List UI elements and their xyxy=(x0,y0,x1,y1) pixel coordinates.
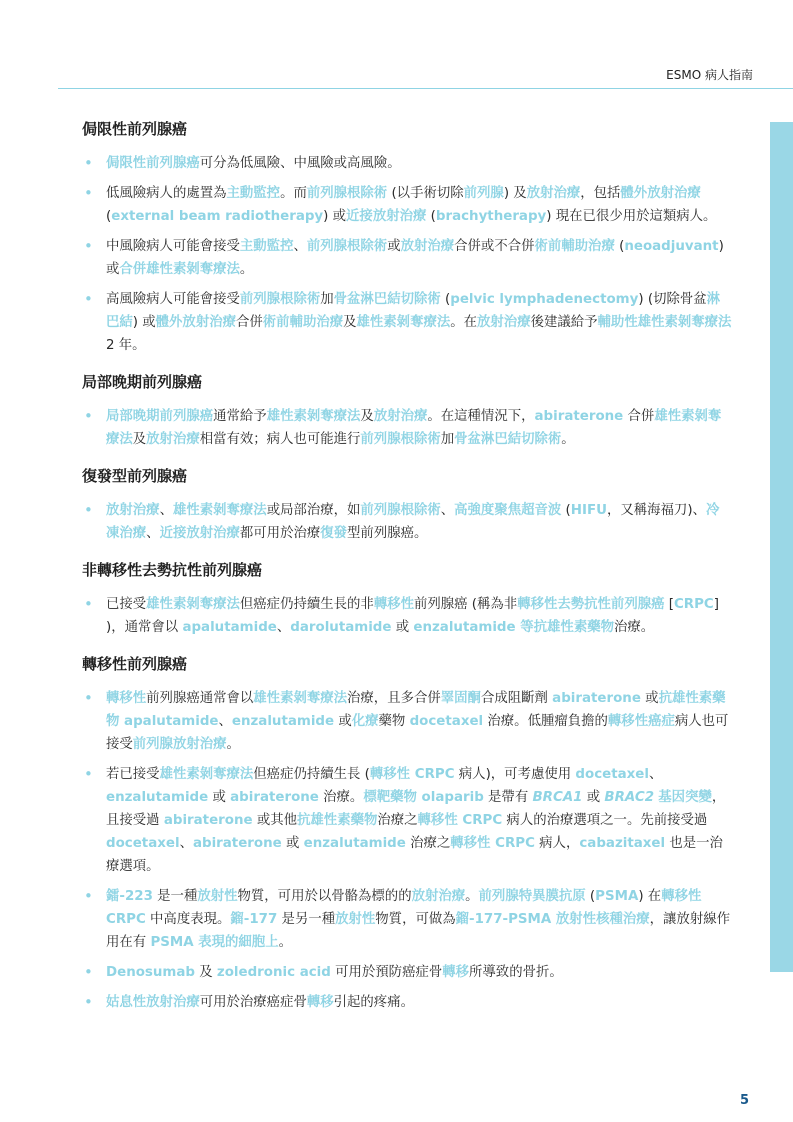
highlighted-term: 轉移性 CRPC xyxy=(106,889,702,927)
highlighted-term: 放射性 xyxy=(335,912,376,927)
text-run: 也是一治療選項。 xyxy=(106,836,723,874)
text-run: ) 在 xyxy=(638,889,662,904)
text-run: 、 xyxy=(276,620,291,635)
text-run: [ xyxy=(664,597,674,612)
highlighted-term: 體外放射治療 xyxy=(620,186,701,201)
text-run: 。 xyxy=(226,737,240,752)
highlighted-term: darolutamide xyxy=(290,620,392,635)
highlighted-term: 前列腺特異膜抗原 xyxy=(478,889,586,904)
text-run: 中風險病人可能會接受 xyxy=(106,239,240,254)
section-locally-advanced xyxy=(82,371,732,451)
highlighted-term: 術前輔助治療 xyxy=(262,315,344,330)
text-run: 。 xyxy=(239,262,254,277)
text-run: 可分為低風險、中風險或高風險。 xyxy=(199,156,401,171)
text-run: 型前列腺癌。 xyxy=(347,526,428,541)
text-run: 及 xyxy=(343,315,357,330)
text-run: 治療，且多合併 xyxy=(347,691,441,706)
bullet-item xyxy=(82,235,732,281)
text-run: 或 xyxy=(334,714,352,729)
section-heading: 轉移性前列腺癌 xyxy=(82,655,188,673)
text-run: 物質，可用於以骨骼為標的的 xyxy=(237,889,412,904)
highlighted-term: 雄性素剝奪療法 xyxy=(146,597,240,612)
text-run: ) (切除骨盆 xyxy=(638,292,707,307)
highlighted-term: 雄性素剝奪療法 xyxy=(253,691,348,706)
highlighted-term: abiraterone xyxy=(230,790,319,805)
section-nmcrpc xyxy=(82,559,732,639)
text-run: ( xyxy=(614,239,625,254)
text-run: 病人)，可考慮使用 xyxy=(454,767,576,782)
text-run: 、 xyxy=(146,526,160,541)
text-run: 、 xyxy=(159,503,173,518)
side-tab-marker xyxy=(770,122,793,972)
text-run: 。 xyxy=(561,432,575,447)
highlighted-term: 復發 xyxy=(320,526,348,541)
section-heading: 復發型前列腺癌 xyxy=(82,467,188,485)
text-run: 或 xyxy=(281,836,304,851)
highlighted-term: abiraterone xyxy=(192,836,282,851)
highlighted-term: pelvic lymphadenectomy xyxy=(450,292,639,307)
bullet-list xyxy=(82,499,732,545)
highlighted-term: BRAC2 xyxy=(604,790,655,805)
text-run: 、 xyxy=(648,767,663,782)
text-run: 中高度表現。 xyxy=(145,912,231,927)
main-content xyxy=(82,118,732,1028)
text-run: 都可用於治療 xyxy=(239,526,321,541)
highlighted-term: Denosumab xyxy=(106,965,196,980)
highlighted-term: 放射治療 xyxy=(373,409,428,424)
bullet-list xyxy=(82,405,732,451)
text-run: 或 xyxy=(391,620,414,635)
text-run: 。在這種情況下， xyxy=(427,409,535,424)
bullet-item xyxy=(82,991,732,1014)
text-run: ，又稱海福刀)、 xyxy=(606,503,706,518)
bullet-item xyxy=(82,288,732,357)
highlighted-term: 放射治療 xyxy=(526,186,581,201)
text-run: 或 xyxy=(387,239,401,254)
text-run: 或局部治療，如 xyxy=(266,503,361,518)
text-run: 及 xyxy=(195,965,217,980)
bullet-item xyxy=(82,152,732,175)
text-run: ) 及 xyxy=(503,186,527,201)
bullet-item xyxy=(82,961,732,984)
header-rule xyxy=(58,88,793,89)
highlighted-term: 術前輔助治療 xyxy=(534,239,615,254)
text-run: 引起的疼痛。 xyxy=(333,995,414,1010)
highlighted-term: 淋巴結 xyxy=(106,292,721,330)
bullet-list xyxy=(82,687,732,1014)
highlighted-term: 姑息性放射治療 xyxy=(106,995,200,1010)
text-run: 是一種 xyxy=(152,889,198,904)
highlighted-term: 前列腺根除術 xyxy=(360,503,441,518)
text-run: ，讓放射線作用在有 xyxy=(106,912,730,950)
text-run: 及 xyxy=(360,409,374,424)
text-run: 加 xyxy=(440,432,455,447)
text-run: 藥物 xyxy=(378,714,410,729)
text-run: ] )，通常會以 xyxy=(106,597,719,635)
text-run: 合併 xyxy=(623,409,655,424)
text-run: 或 xyxy=(582,790,605,805)
text-run: ，包括 xyxy=(580,186,621,201)
text-run: ，且接受過 xyxy=(106,790,726,828)
section-heading: 局部晚期前列腺癌 xyxy=(82,373,203,391)
text-run: 病人， xyxy=(534,836,580,851)
section-localized xyxy=(82,118,732,357)
highlighted-term: 鎦-177-PSMA 放射性核種治療 xyxy=(455,912,650,927)
highlighted-term: 轉移性 CRPC xyxy=(417,813,503,828)
text-run: 前列腺癌 (稱為非 xyxy=(413,597,518,612)
highlighted-term: 放射治療 xyxy=(411,889,466,904)
text-run: 治療之 xyxy=(405,836,451,851)
highlighted-term: BRCA1 xyxy=(532,790,583,805)
highlighted-term: 放射治療 xyxy=(477,315,531,330)
highlighted-term: 體外放射治療 xyxy=(155,315,236,330)
text-run: ) 或 xyxy=(106,239,724,277)
text-run: 病人也可接受 xyxy=(106,714,729,752)
section-recurrent xyxy=(82,465,732,545)
highlighted-term: 標靶藥物 olaparib xyxy=(363,790,484,805)
text-run: 治療。 xyxy=(614,620,655,635)
text-run: ( xyxy=(426,209,436,224)
highlighted-term: 雄性素剝奪療法 xyxy=(172,503,267,518)
highlighted-term: abiraterone xyxy=(163,813,253,828)
text-run: 。在 xyxy=(450,315,478,330)
highlighted-term: 雄性素剝奪療法 xyxy=(159,767,254,782)
text-run: ) 或 xyxy=(132,315,156,330)
text-run: 通常給予 xyxy=(213,409,267,424)
text-run: 高風險病人可能會接受 xyxy=(106,292,240,307)
highlighted-term: 前列腺根除術 xyxy=(306,239,388,254)
section-metastatic xyxy=(82,653,732,1014)
highlighted-term: docetaxel xyxy=(575,767,649,782)
highlighted-term: neoadjuvant xyxy=(624,239,719,254)
text-run: 加 xyxy=(320,292,334,307)
highlighted-term: 冷凍治療 xyxy=(106,503,720,541)
highlighted-term: docetaxel xyxy=(106,836,180,851)
highlighted-term: 雄性素剝奪療法 xyxy=(106,409,722,447)
text-run: 治療之 xyxy=(377,813,418,828)
text-run: 病人的治療選項之一。先前接受過 xyxy=(502,813,708,828)
highlighted-term: 近接放射治療 xyxy=(159,526,240,541)
highlighted-term: 前列腺 xyxy=(463,186,504,201)
highlighted-term: 雄性素剝奪療法 xyxy=(356,315,451,330)
highlighted-term: 鐳-223 xyxy=(106,889,153,904)
highlighted-term: 前列腺根除術 xyxy=(360,432,441,447)
highlighted-term: CRPC xyxy=(673,597,714,612)
text-run: 是帶有 xyxy=(483,790,533,805)
highlighted-term: 前列腺放射治療 xyxy=(132,737,227,752)
highlighted-term: 轉移性癌症 xyxy=(607,714,675,729)
text-run: 或 xyxy=(640,691,659,706)
text-run: 物質，可做為 xyxy=(375,912,456,927)
highlighted-term: 骨盆淋巴結切除術 xyxy=(333,292,441,307)
text-run: 前列腺癌通常會以 xyxy=(146,691,254,706)
highlighted-term: 前列腺根除術 xyxy=(239,292,321,307)
highlighted-term: 轉移性 xyxy=(106,691,147,706)
highlighted-term: 近接放射治療 xyxy=(346,209,427,224)
bullet-item xyxy=(82,687,732,756)
highlighted-term: enzalutamide xyxy=(231,714,335,729)
guide-header: ESMO 病人指南 xyxy=(666,68,753,82)
text-run: 但癌症仍持續生長 ( xyxy=(253,767,370,782)
text-run: 或其他 xyxy=(252,813,298,828)
bullet-item xyxy=(82,499,732,545)
highlighted-term: 骨盆淋巴結切除術 xyxy=(454,432,562,447)
highlighted-term: 轉移性去勢抗性前列腺癌 xyxy=(517,597,665,612)
highlighted-term: enzalutamide xyxy=(303,836,406,851)
highlighted-term: HIFU xyxy=(570,503,607,518)
text-run: 治療。 xyxy=(318,790,364,805)
highlighted-term: 轉移性 xyxy=(373,597,414,612)
text-run: ) 現在已很少用於這類病人。 xyxy=(546,209,717,224)
highlighted-term: apalutamide xyxy=(182,620,277,635)
highlighted-term: 輔助性雄性素剝奪療法 xyxy=(597,315,732,330)
text-run: 合成阻斷劑 xyxy=(480,691,553,706)
text-run: 。而 xyxy=(280,186,307,201)
bullet-item xyxy=(82,763,732,878)
text-run: 可用於治療癌症骨 xyxy=(199,995,307,1010)
highlighted-term: 放射治療 xyxy=(400,239,455,254)
highlighted-term: 放射性 xyxy=(197,889,238,904)
highlighted-term: 侷限性前列腺癌 xyxy=(106,156,200,171)
highlighted-term: docetaxel xyxy=(409,714,484,729)
highlighted-term: 基因突變 xyxy=(658,790,712,805)
highlighted-term: enzalutamide 等抗雄性素藥物 xyxy=(413,620,614,635)
bullet-list xyxy=(82,152,732,357)
highlighted-term: 高強度聚焦超音波 xyxy=(454,503,562,518)
text-run: ( xyxy=(440,292,451,307)
highlighted-term: 睪固酮 xyxy=(440,691,481,706)
highlighted-term: 鎦-177 xyxy=(230,912,278,927)
highlighted-term: 轉移性 CRPC xyxy=(450,836,535,851)
highlighted-term: PSMA xyxy=(595,889,639,904)
text-run: 相當有效；病人也可能進行 xyxy=(199,432,361,447)
highlighted-term: brachytherapy xyxy=(435,209,547,224)
text-run: 、 xyxy=(293,239,307,254)
highlighted-term: 轉移性 CRPC xyxy=(369,767,455,782)
text-run: ( xyxy=(585,889,596,904)
text-run: 可用於預防癌症骨 xyxy=(330,965,443,980)
highlighted-term: 轉移 xyxy=(306,995,334,1010)
bullet-item xyxy=(82,885,732,954)
highlighted-term: 雄性素剝奪療法 xyxy=(266,409,361,424)
text-run: 若已接受 xyxy=(106,767,160,782)
bullet-item xyxy=(82,405,732,451)
text-run: 所導致的骨折。 xyxy=(469,965,563,980)
bullet-item xyxy=(82,182,732,228)
text-run: 及 xyxy=(132,432,147,447)
text-run: ) 或 xyxy=(323,209,347,224)
bullet-list xyxy=(82,593,732,639)
text-run: 低風險病人的處置為 xyxy=(106,186,227,201)
page-number: 5 xyxy=(739,1093,749,1108)
highlighted-term: 轉移 xyxy=(442,965,470,980)
highlighted-term: 主動監控 xyxy=(239,239,294,254)
text-run: 但癌症仍持續生長的非 xyxy=(239,597,374,612)
highlighted-term: cabazitaxel xyxy=(579,836,666,851)
text-run: 是另一種 xyxy=(277,912,336,927)
highlighted-term: 主動監控 xyxy=(226,186,281,201)
text-run: 、 xyxy=(218,714,232,729)
text-run: 、 xyxy=(440,503,455,518)
highlighted-term: 抗雄性素藥物 apalutamide xyxy=(106,691,726,729)
bullet-item xyxy=(82,593,732,639)
text-run: 或 xyxy=(208,790,231,805)
highlighted-term: 抗雄性素藥物 xyxy=(297,813,378,828)
highlighted-term: 前列腺根除術 xyxy=(306,186,388,201)
highlighted-term: 合併雄性素剝奪療法 xyxy=(119,262,240,277)
highlighted-term: 化療 xyxy=(351,714,379,729)
text-run: 、 xyxy=(179,836,193,851)
text-run: 。 xyxy=(278,935,292,950)
text-run: 治療。低腫瘤負擔的 xyxy=(483,714,608,729)
section-heading: 非轉移性去勢抗性前列腺癌 xyxy=(82,561,263,579)
text-run: 。 xyxy=(465,889,479,904)
text-run: 後建議給予 xyxy=(530,315,598,330)
highlighted-term: external beam radiotherapy xyxy=(111,209,324,224)
highlighted-term: 放射治療 xyxy=(106,503,160,518)
highlighted-term: 局部晚期前列腺癌 xyxy=(106,409,214,424)
text-run: 合併或不合併 xyxy=(454,239,535,254)
text-run: ( xyxy=(106,209,112,224)
text-run: (以手術切除 xyxy=(387,186,464,201)
text-run: 2 年。 xyxy=(106,338,146,353)
highlighted-term: zoledronic acid xyxy=(216,965,331,980)
text-run: ( xyxy=(561,503,571,518)
highlighted-term: PSMA 表現的細胞上 xyxy=(150,935,279,950)
highlighted-term: enzalutamide xyxy=(106,790,209,805)
text-run: 已接受 xyxy=(106,597,147,612)
text-run: 合併 xyxy=(236,315,263,330)
highlighted-term: 放射治療 xyxy=(146,432,200,447)
highlighted-term: abiraterone xyxy=(552,691,641,706)
highlighted-term: abiraterone xyxy=(534,409,624,424)
section-heading: 侷限性前列腺癌 xyxy=(82,120,188,138)
